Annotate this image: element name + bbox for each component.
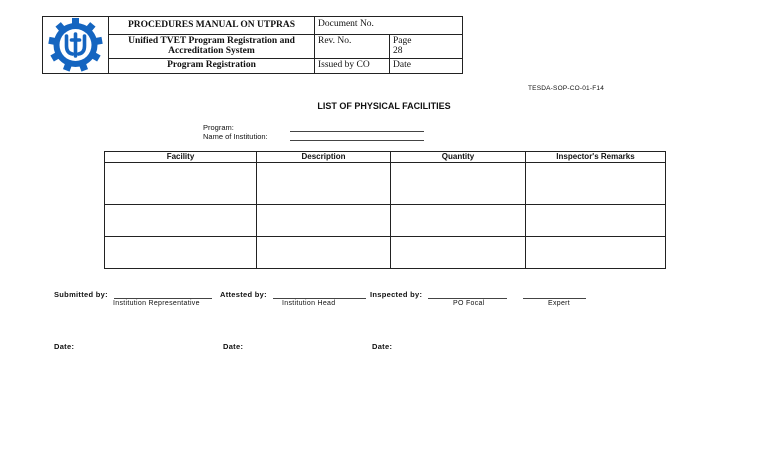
system-name: Unified TVET Program Registration and Accreditation System [128, 36, 295, 56]
issued-by: Issued by CO [318, 60, 370, 70]
date-label: Date [393, 60, 411, 70]
attested-by-role: Institution Head [282, 300, 336, 307]
facilities-table [104, 151, 666, 269]
expert-line[interactable] [523, 298, 586, 299]
institution-line[interactable] [290, 140, 424, 141]
inspected-by-role: PO Focal [453, 300, 485, 307]
column-header-description: Description [301, 152, 346, 161]
column-header-remarks: Inspector's Remarks [556, 152, 635, 161]
program-label: Program: [203, 123, 234, 132]
column-header-facility: Facility [166, 152, 195, 161]
document-no-label: Document No. [318, 19, 374, 29]
section-name: Program Registration [167, 60, 256, 70]
column-header-quantity: Quantity [441, 152, 475, 161]
institution-label: Name of Institution: [203, 132, 268, 141]
submitted-by-label: Submitted by: [54, 290, 108, 299]
rev-no-label: Rev. No. [318, 36, 352, 46]
submitted-by-role: Institution Representative [113, 300, 200, 307]
page-label: Page [393, 36, 412, 46]
page-number: 28 [393, 46, 403, 56]
expert-role: Expert [548, 300, 571, 307]
manual-title: PROCEDURES MANUAL ON UTPRAS [127, 20, 296, 30]
attested-date-label: Date: [223, 342, 244, 351]
tesda-logo-icon [43, 17, 108, 73]
table-row[interactable] [105, 205, 665, 236]
form-code: TESDA-SOP-CO-01-F14 [528, 85, 605, 92]
logo-cell [43, 17, 108, 73]
table-row[interactable] [105, 237, 665, 268]
inspected-date-label: Date: [372, 342, 393, 351]
form-title: LIST OF PHYSICAL FACILITIES [317, 101, 451, 111]
program-line[interactable] [290, 131, 424, 132]
submitted-date-label: Date: [54, 342, 75, 351]
document-header [42, 16, 463, 74]
inspected-by-label: Inspected by: [370, 290, 423, 299]
attested-by-label: Attested by: [220, 290, 267, 299]
inspected-by-line[interactable] [428, 298, 507, 299]
table-row[interactable] [105, 163, 665, 204]
submitted-by-line[interactable] [114, 298, 212, 299]
attested-by-line[interactable] [273, 298, 366, 299]
